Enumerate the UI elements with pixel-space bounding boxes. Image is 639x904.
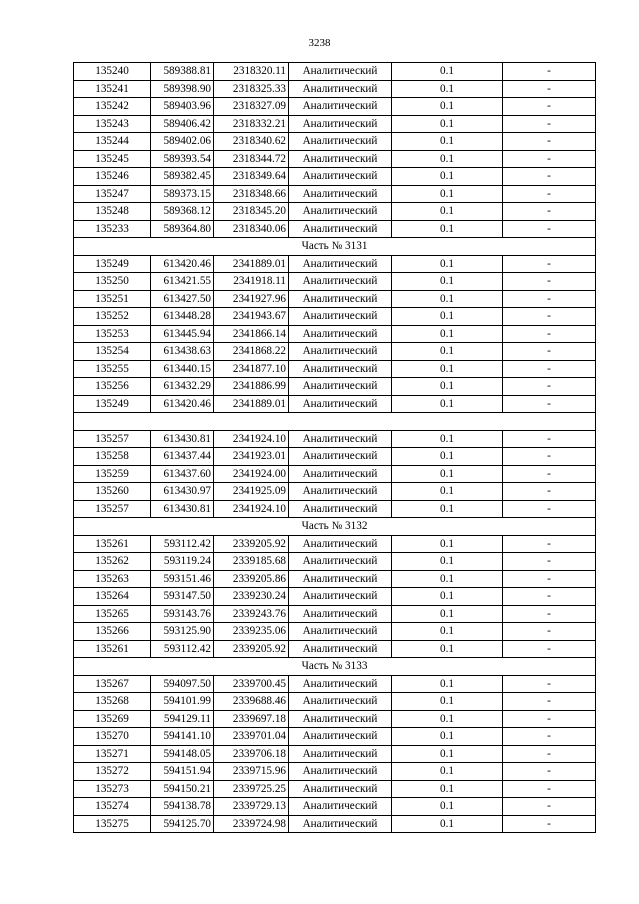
table-row (74, 693, 596, 711)
x-coordinate-cell: 594101.99 (151, 693, 214, 711)
x-coordinate-cell: 593112.42 (151, 640, 214, 658)
point-id-cell: 135274 (74, 798, 151, 816)
table-row (74, 98, 596, 116)
coordinates-table-body (74, 63, 596, 833)
x-coordinate-cell: 589373.15 (151, 185, 214, 203)
note-cell: - (503, 290, 596, 308)
x-coordinate-cell: 589388.81 (151, 63, 214, 81)
method-cell: Аналитический (289, 693, 392, 711)
precision-cell: 0.1 (392, 588, 503, 606)
x-coordinate-cell: 589364.80 (151, 220, 214, 238)
table-row (74, 763, 596, 781)
note-cell: - (503, 133, 596, 151)
section-header-row (74, 413, 596, 431)
x-coordinate-cell: 594151.94 (151, 763, 214, 781)
precision-cell: 0.1 (392, 168, 503, 186)
x-coordinate-cell: 613438.63 (151, 343, 214, 361)
note-cell: - (503, 378, 596, 396)
y-coordinate-cell: 2341918.11 (214, 273, 289, 291)
note-cell: - (503, 798, 596, 816)
note-cell: - (503, 588, 596, 606)
point-id-cell: 135233 (74, 220, 151, 238)
page-number: 3238 (308, 37, 331, 49)
point-id-cell: 135252 (74, 308, 151, 326)
x-coordinate-cell: 594148.05 (151, 745, 214, 763)
note-cell: - (503, 640, 596, 658)
method-cell: Аналитический (289, 815, 392, 833)
x-coordinate-cell: 613420.46 (151, 395, 214, 413)
precision-cell: 0.1 (392, 535, 503, 553)
note-cell: - (503, 360, 596, 378)
point-id-cell: 135242 (74, 98, 151, 116)
note-cell: - (503, 710, 596, 728)
method-cell: Аналитический (289, 220, 392, 238)
x-coordinate-cell: 589406.42 (151, 115, 214, 133)
y-coordinate-cell: 2339706.18 (214, 745, 289, 763)
precision-cell: 0.1 (392, 360, 503, 378)
note-cell: - (503, 553, 596, 571)
point-id-cell: 135253 (74, 325, 151, 343)
y-coordinate-cell: 2339715.96 (214, 763, 289, 781)
method-cell: Аналитический (289, 500, 392, 518)
point-id-cell: 135272 (74, 763, 151, 781)
table-row (74, 150, 596, 168)
precision-cell: 0.1 (392, 500, 503, 518)
table-row (74, 325, 596, 343)
note-cell: - (503, 273, 596, 291)
y-coordinate-cell: 2341924.10 (214, 500, 289, 518)
note-cell: - (503, 115, 596, 133)
note-cell: - (503, 728, 596, 746)
note-cell: - (503, 465, 596, 483)
note-cell: - (503, 675, 596, 693)
method-cell: Аналитический (289, 343, 392, 361)
precision-cell: 0.1 (392, 675, 503, 693)
method-cell: Аналитический (289, 185, 392, 203)
y-coordinate-cell: 2341889.01 (214, 395, 289, 413)
precision-cell: 0.1 (392, 255, 503, 273)
x-coordinate-cell: 593151.46 (151, 570, 214, 588)
y-coordinate-cell: 2339701.04 (214, 728, 289, 746)
y-coordinate-cell: 2318340.62 (214, 133, 289, 151)
precision-cell: 0.1 (392, 115, 503, 133)
precision-cell: 0.1 (392, 780, 503, 798)
note-cell: - (503, 255, 596, 273)
table-row (74, 798, 596, 816)
point-id-cell: 135275 (74, 815, 151, 833)
precision-cell: 0.1 (392, 815, 503, 833)
y-coordinate-cell: 2339185.68 (214, 553, 289, 571)
precision-cell: 0.1 (392, 640, 503, 658)
table-row (74, 430, 596, 448)
table-row (74, 728, 596, 746)
precision-cell: 0.1 (392, 605, 503, 623)
x-coordinate-cell: 613420.46 (151, 255, 214, 273)
point-id-cell: 135264 (74, 588, 151, 606)
method-cell: Аналитический (289, 395, 392, 413)
note-cell: - (503, 308, 596, 326)
y-coordinate-cell: 2318327.09 (214, 98, 289, 116)
y-coordinate-cell: 2341868.22 (214, 343, 289, 361)
table-row (74, 448, 596, 466)
method-cell: Аналитический (289, 588, 392, 606)
precision-cell: 0.1 (392, 728, 503, 746)
table-row (74, 745, 596, 763)
x-coordinate-cell: 593147.50 (151, 588, 214, 606)
note-cell: - (503, 815, 596, 833)
table-row (74, 220, 596, 238)
y-coordinate-cell: 2341886.99 (214, 378, 289, 396)
y-coordinate-cell: 2318320.11 (214, 63, 289, 81)
method-cell: Аналитический (289, 168, 392, 186)
point-id-cell: 135266 (74, 623, 151, 641)
table-row (74, 640, 596, 658)
point-id-cell: 135251 (74, 290, 151, 308)
point-id-cell: 135257 (74, 500, 151, 518)
method-cell: Аналитический (289, 150, 392, 168)
table-row (74, 553, 596, 571)
note-cell: - (503, 80, 596, 98)
y-coordinate-cell: 2339230.24 (214, 588, 289, 606)
precision-cell: 0.1 (392, 395, 503, 413)
point-id-cell: 135244 (74, 133, 151, 151)
y-coordinate-cell: 2339697.18 (214, 710, 289, 728)
method-cell: Аналитический (289, 203, 392, 221)
precision-cell: 0.1 (392, 80, 503, 98)
x-coordinate-cell: 613432.29 (151, 378, 214, 396)
precision-cell: 0.1 (392, 745, 503, 763)
table-row (74, 588, 596, 606)
method-cell: Аналитический (289, 308, 392, 326)
point-id-cell: 135273 (74, 780, 151, 798)
point-id-cell: 135269 (74, 710, 151, 728)
table-row (74, 623, 596, 641)
method-cell: Аналитический (289, 255, 392, 273)
method-cell: Аналитический (289, 448, 392, 466)
table-row (74, 203, 596, 221)
precision-cell: 0.1 (392, 150, 503, 168)
precision-cell: 0.1 (392, 308, 503, 326)
section-header-row (74, 658, 596, 676)
y-coordinate-cell: 2341889.01 (214, 255, 289, 273)
table-row (74, 815, 596, 833)
note-cell: - (503, 150, 596, 168)
y-coordinate-cell: 2341924.00 (214, 465, 289, 483)
table-row (74, 185, 596, 203)
method-cell: Аналитический (289, 325, 392, 343)
method-cell: Аналитический (289, 710, 392, 728)
method-cell: Аналитический (289, 745, 392, 763)
method-cell: Аналитический (289, 605, 392, 623)
y-coordinate-cell: 2318344.72 (214, 150, 289, 168)
x-coordinate-cell: 594097.50 (151, 675, 214, 693)
table-row (74, 80, 596, 98)
section-title: Часть № 3132 (74, 518, 596, 536)
method-cell: Аналитический (289, 640, 392, 658)
table-row (74, 675, 596, 693)
table-row (74, 133, 596, 151)
note-cell: - (503, 343, 596, 361)
y-coordinate-cell: 2339243.76 (214, 605, 289, 623)
method-cell: Аналитический (289, 728, 392, 746)
note-cell: - (503, 448, 596, 466)
point-id-cell: 135245 (74, 150, 151, 168)
x-coordinate-cell: 594138.78 (151, 798, 214, 816)
point-id-cell: 135246 (74, 168, 151, 186)
y-coordinate-cell: 2339725.25 (214, 780, 289, 798)
point-id-cell: 135265 (74, 605, 151, 623)
precision-cell: 0.1 (392, 623, 503, 641)
section-title: Часть № 3133 (74, 658, 596, 676)
table-row (74, 465, 596, 483)
y-coordinate-cell: 2341943.67 (214, 308, 289, 326)
table-row (74, 308, 596, 326)
precision-cell: 0.1 (392, 553, 503, 571)
table-row (74, 395, 596, 413)
precision-cell: 0.1 (392, 63, 503, 81)
x-coordinate-cell: 613445.94 (151, 325, 214, 343)
point-id-cell: 135248 (74, 203, 151, 221)
table-row (74, 483, 596, 501)
point-id-cell: 135249 (74, 395, 151, 413)
method-cell: Аналитический (289, 570, 392, 588)
precision-cell: 0.1 (392, 203, 503, 221)
x-coordinate-cell: 589382.45 (151, 168, 214, 186)
point-id-cell: 135256 (74, 378, 151, 396)
method-cell: Аналитический (289, 623, 392, 641)
precision-cell: 0.1 (392, 465, 503, 483)
table-row (74, 605, 596, 623)
x-coordinate-cell: 613430.97 (151, 483, 214, 501)
point-id-cell: 135271 (74, 745, 151, 763)
precision-cell: 0.1 (392, 693, 503, 711)
note-cell: - (503, 220, 596, 238)
x-coordinate-cell: 589393.54 (151, 150, 214, 168)
note-cell: - (503, 185, 596, 203)
point-id-cell: 135261 (74, 640, 151, 658)
precision-cell: 0.1 (392, 220, 503, 238)
note-cell: - (503, 763, 596, 781)
note-cell: - (503, 63, 596, 81)
method-cell: Аналитический (289, 535, 392, 553)
y-coordinate-cell: 2318332.21 (214, 115, 289, 133)
precision-cell: 0.1 (392, 798, 503, 816)
y-coordinate-cell: 2339205.92 (214, 640, 289, 658)
method-cell: Аналитический (289, 290, 392, 308)
y-coordinate-cell: 2341927.96 (214, 290, 289, 308)
x-coordinate-cell: 613440.15 (151, 360, 214, 378)
x-coordinate-cell: 613437.44 (151, 448, 214, 466)
x-coordinate-cell: 589403.96 (151, 98, 214, 116)
point-id-cell: 135260 (74, 483, 151, 501)
note-cell: - (503, 570, 596, 588)
precision-cell: 0.1 (392, 710, 503, 728)
y-coordinate-cell: 2318348.66 (214, 185, 289, 203)
method-cell: Аналитический (289, 798, 392, 816)
table-row (74, 255, 596, 273)
note-cell: - (503, 623, 596, 641)
x-coordinate-cell: 589398.90 (151, 80, 214, 98)
method-cell: Аналитический (289, 273, 392, 291)
method-cell: Аналитический (289, 360, 392, 378)
x-coordinate-cell: 594141.10 (151, 728, 214, 746)
x-coordinate-cell: 594125.70 (151, 815, 214, 833)
note-cell: - (503, 500, 596, 518)
table-row (74, 273, 596, 291)
x-coordinate-cell: 594129.11 (151, 710, 214, 728)
point-id-cell: 135262 (74, 553, 151, 571)
method-cell: Аналитический (289, 378, 392, 396)
note-cell: - (503, 745, 596, 763)
y-coordinate-cell: 2341925.09 (214, 483, 289, 501)
table-row (74, 535, 596, 553)
note-cell: - (503, 780, 596, 798)
method-cell: Аналитический (289, 763, 392, 781)
method-cell: Аналитический (289, 80, 392, 98)
precision-cell: 0.1 (392, 343, 503, 361)
x-coordinate-cell: 593112.42 (151, 535, 214, 553)
note-cell: - (503, 535, 596, 553)
x-coordinate-cell: 593125.90 (151, 623, 214, 641)
x-coordinate-cell: 613448.28 (151, 308, 214, 326)
section-header-row (74, 238, 596, 256)
precision-cell: 0.1 (392, 325, 503, 343)
note-cell: - (503, 483, 596, 501)
note-cell: - (503, 168, 596, 186)
point-id-cell: 135255 (74, 360, 151, 378)
method-cell: Аналитический (289, 553, 392, 571)
table-row (74, 290, 596, 308)
precision-cell: 0.1 (392, 570, 503, 588)
y-coordinate-cell: 2339205.86 (214, 570, 289, 588)
table-row (74, 780, 596, 798)
x-coordinate-cell: 594150.21 (151, 780, 214, 798)
point-id-cell: 135243 (74, 115, 151, 133)
table-row (74, 63, 596, 81)
y-coordinate-cell: 2318349.64 (214, 168, 289, 186)
point-id-cell: 135241 (74, 80, 151, 98)
x-coordinate-cell: 613430.81 (151, 500, 214, 518)
point-id-cell: 135254 (74, 343, 151, 361)
y-coordinate-cell: 2318340.06 (214, 220, 289, 238)
note-cell: - (503, 605, 596, 623)
x-coordinate-cell: 593119.24 (151, 553, 214, 571)
method-cell: Аналитический (289, 430, 392, 448)
precision-cell: 0.1 (392, 763, 503, 781)
y-coordinate-cell: 2339235.06 (214, 623, 289, 641)
y-coordinate-cell: 2318325.33 (214, 80, 289, 98)
y-coordinate-cell: 2341924.10 (214, 430, 289, 448)
method-cell: Аналитический (289, 483, 392, 501)
table-row (74, 115, 596, 133)
precision-cell: 0.1 (392, 273, 503, 291)
table-row (74, 500, 596, 518)
method-cell: Аналитический (289, 780, 392, 798)
table-row (74, 360, 596, 378)
section-header-row (74, 518, 596, 536)
point-id-cell: 135267 (74, 675, 151, 693)
table-row (74, 343, 596, 361)
section-title: Часть № 3131 (74, 238, 596, 256)
precision-cell: 0.1 (392, 133, 503, 151)
x-coordinate-cell: 593143.76 (151, 605, 214, 623)
x-coordinate-cell: 613421.55 (151, 273, 214, 291)
point-id-cell: 135249 (74, 255, 151, 273)
coordinates-table (73, 62, 596, 833)
x-coordinate-cell: 613437.60 (151, 465, 214, 483)
method-cell: Аналитический (289, 115, 392, 133)
x-coordinate-cell: 589368.12 (151, 203, 214, 221)
precision-cell: 0.1 (392, 430, 503, 448)
point-id-cell: 135258 (74, 448, 151, 466)
section-title (74, 413, 596, 431)
point-id-cell: 135268 (74, 693, 151, 711)
x-coordinate-cell: 589402.06 (151, 133, 214, 151)
y-coordinate-cell: 2339700.45 (214, 675, 289, 693)
point-id-cell: 135257 (74, 430, 151, 448)
point-id-cell: 135259 (74, 465, 151, 483)
note-cell: - (503, 693, 596, 711)
point-id-cell: 135247 (74, 185, 151, 203)
table-row (74, 168, 596, 186)
x-coordinate-cell: 613430.81 (151, 430, 214, 448)
method-cell: Аналитический (289, 133, 392, 151)
note-cell: - (503, 98, 596, 116)
precision-cell: 0.1 (392, 98, 503, 116)
point-id-cell: 135250 (74, 273, 151, 291)
y-coordinate-cell: 2341923.01 (214, 448, 289, 466)
note-cell: - (503, 430, 596, 448)
method-cell: Аналитический (289, 465, 392, 483)
table-row (74, 570, 596, 588)
note-cell: - (503, 395, 596, 413)
precision-cell: 0.1 (392, 185, 503, 203)
y-coordinate-cell: 2339729.13 (214, 798, 289, 816)
precision-cell: 0.1 (392, 290, 503, 308)
y-coordinate-cell: 2341866.14 (214, 325, 289, 343)
y-coordinate-cell: 2339724.98 (214, 815, 289, 833)
point-id-cell: 135263 (74, 570, 151, 588)
y-coordinate-cell: 2339688.46 (214, 693, 289, 711)
method-cell: Аналитический (289, 63, 392, 81)
table-row (74, 378, 596, 396)
table-row (74, 710, 596, 728)
x-coordinate-cell: 613427.50 (151, 290, 214, 308)
y-coordinate-cell: 2318345.20 (214, 203, 289, 221)
method-cell: Аналитический (289, 675, 392, 693)
note-cell: - (503, 203, 596, 221)
precision-cell: 0.1 (392, 448, 503, 466)
precision-cell: 0.1 (392, 378, 503, 396)
y-coordinate-cell: 2339205.92 (214, 535, 289, 553)
precision-cell: 0.1 (392, 483, 503, 501)
point-id-cell: 135270 (74, 728, 151, 746)
note-cell: - (503, 325, 596, 343)
method-cell: Аналитический (289, 98, 392, 116)
point-id-cell: 135261 (74, 535, 151, 553)
y-coordinate-cell: 2341877.10 (214, 360, 289, 378)
point-id-cell: 135240 (74, 63, 151, 81)
